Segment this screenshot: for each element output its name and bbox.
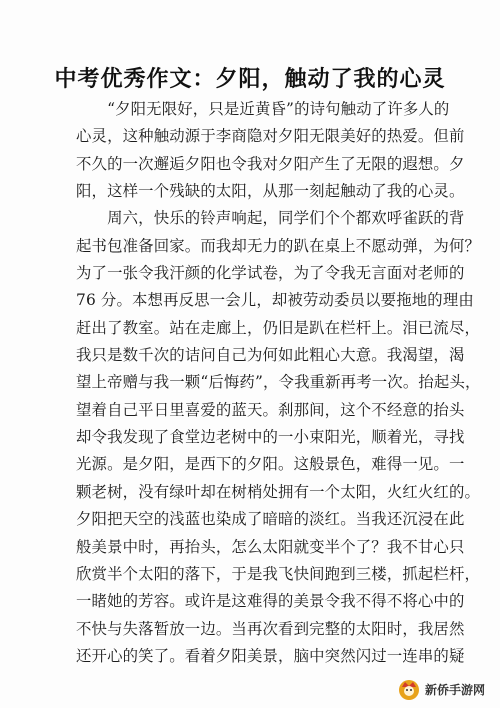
text-line: 望上帝赠与我一颗“后悔药”，令我重新再考一次。抬起头， (76, 373, 481, 392)
text-line: 一睹她的芳容。或许是这难得的美景令我不得不将心中的 (76, 592, 465, 611)
article-body (76, 96, 481, 670)
text-line: 颗老树，没有绿叶却在树梢处拥有一个太阳，火红火红的。 (76, 482, 481, 501)
text-line: 我只是数千次的诘问自己为何如此粗心大意。我渴望，渴 (76, 346, 465, 365)
page-title: 中考优秀作文：夕阳，触动了我的心灵 (54, 66, 446, 92)
site-watermark (396, 676, 492, 702)
crown-logo-icon (396, 676, 422, 702)
text-line: 般美景中时，再抬头，怎么太阳就变半个了？我不甘心只 (76, 537, 465, 556)
text-line: 望着自己平日里喜爱的蓝天。刹那间，这个不经意的抬头 (76, 400, 465, 419)
text-line: 心灵，这种触动源于李商隐对夕阳无限美好的热爱。但前 (76, 127, 465, 146)
text-line: 却令我发现了食堂边老树中的一小束阳光，顺着光，寻找 (76, 428, 465, 447)
text-line: 起书包准备回家。而我却无力的趴在桌上不愿动弹，为何？ (76, 236, 481, 255)
text-line: “夕阳无限好，只是近黄昏”的诗句触动了许多人的 (76, 100, 450, 118)
text-line: 不快与失落暂放一边。当再次看到完整的太阳时，我居然 (76, 619, 465, 638)
text-line: 光源。是夕阳，是西下的夕阳。这般景色，难得一见。一 (76, 455, 465, 474)
text-line: 不久的一次邂逅夕阳也令我对夕阳产生了无限的遐想。夕 (76, 154, 465, 173)
text-line: 欣赏半个太阳的落下，于是我飞快间跑到三楼，抓起栏杆， (76, 564, 481, 583)
text-line: 赶出了教室。站在走廊上，仍旧是趴在栏杆上。泪已流尽， (76, 318, 481, 337)
watermark-text: 新侨手游网 (425, 682, 486, 697)
text-line: 为了一张令我汗颜的化学试卷，为了令我无言面对老师的 (76, 264, 465, 283)
text-line: 周六，快乐的铃声响起，同学们个个都欢呼雀跃的背 (76, 209, 465, 228)
text-line: 还开心的笑了。看着夕阳美景，脑中突然闪过一连串的疑 (76, 646, 465, 665)
text-line: 阳，这样一个残缺的太阳，从那一刻起触动了我的心灵。 (76, 182, 465, 201)
text-line: 76 分。本想再反思一会儿，却被劳动委员以要拖地的理由 (76, 291, 474, 310)
text-line: 夕阳把天空的浅蓝也染成了暗暗的淡红。当我还沉浸在此 (76, 510, 465, 529)
